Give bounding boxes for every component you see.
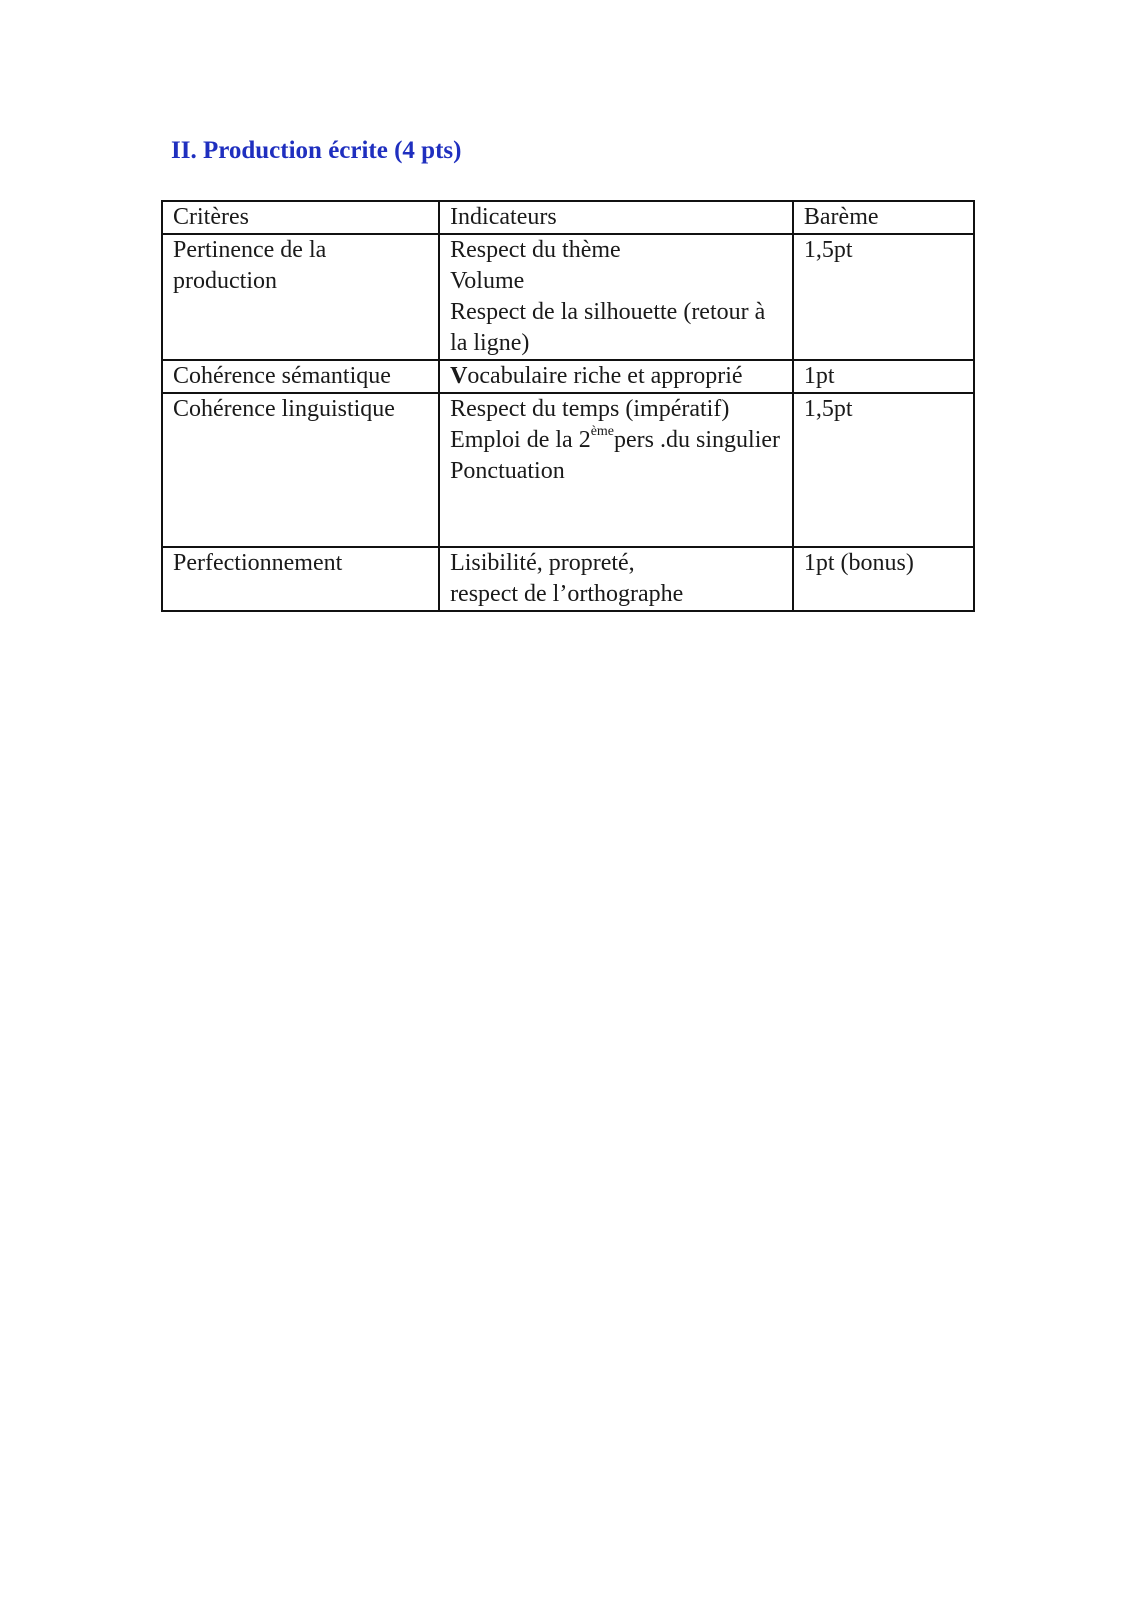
indicateur-line: Respect de la silhouette (retour à la ligne) [450,299,766,356]
critere-cell: Cohérence linguistique [162,393,439,547]
indicateur-initial: V [450,363,468,389]
indicateur-line: Lisibilité, propreté, [450,550,635,576]
table-row [162,360,974,393]
bareme-cell: 1pt (bonus) [793,547,974,611]
header-bareme: Barème [793,201,974,234]
indicateur-text: Emploi de la 2 [450,427,591,453]
indicateurs-cell [439,547,793,611]
indicateur-rest: ocabulaire riche et approprié [467,363,743,389]
table-row [162,547,974,611]
critere-cell: Pertinence de la production [162,234,439,360]
header-indicateurs: Indicateurs [439,201,793,234]
rubric-table [161,200,975,612]
indicateur-line: Respect du temps (impératif) [450,396,730,422]
table-row [162,393,974,547]
critere-cell: Cohérence sémantique [162,360,439,393]
indicateur-line: Respect du thème [450,237,621,263]
critere-cell: Perfectionnement [162,547,439,611]
indicateurs-cell [439,393,793,547]
header-criteres: Critères [162,201,439,234]
table-row [162,234,974,360]
superscript: ème [590,424,615,439]
indicateur-text: pers .du singulier [614,427,781,453]
table-header-row [162,201,974,234]
bareme-cell: 1,5pt [793,393,974,547]
indicateurs-cell [439,234,793,360]
page-title: II. Production écrite (4 pts) [171,137,462,164]
indicateurs-cell [439,360,793,393]
indicateur-line: respect de l’orthographe [450,581,684,607]
bareme-cell: 1,5pt [793,234,974,360]
bareme-cell: 1pt [793,360,974,393]
indicateur-line: Volume [450,268,525,294]
indicateur-line [450,425,782,456]
indicateur-line: Ponctuation [450,458,565,484]
